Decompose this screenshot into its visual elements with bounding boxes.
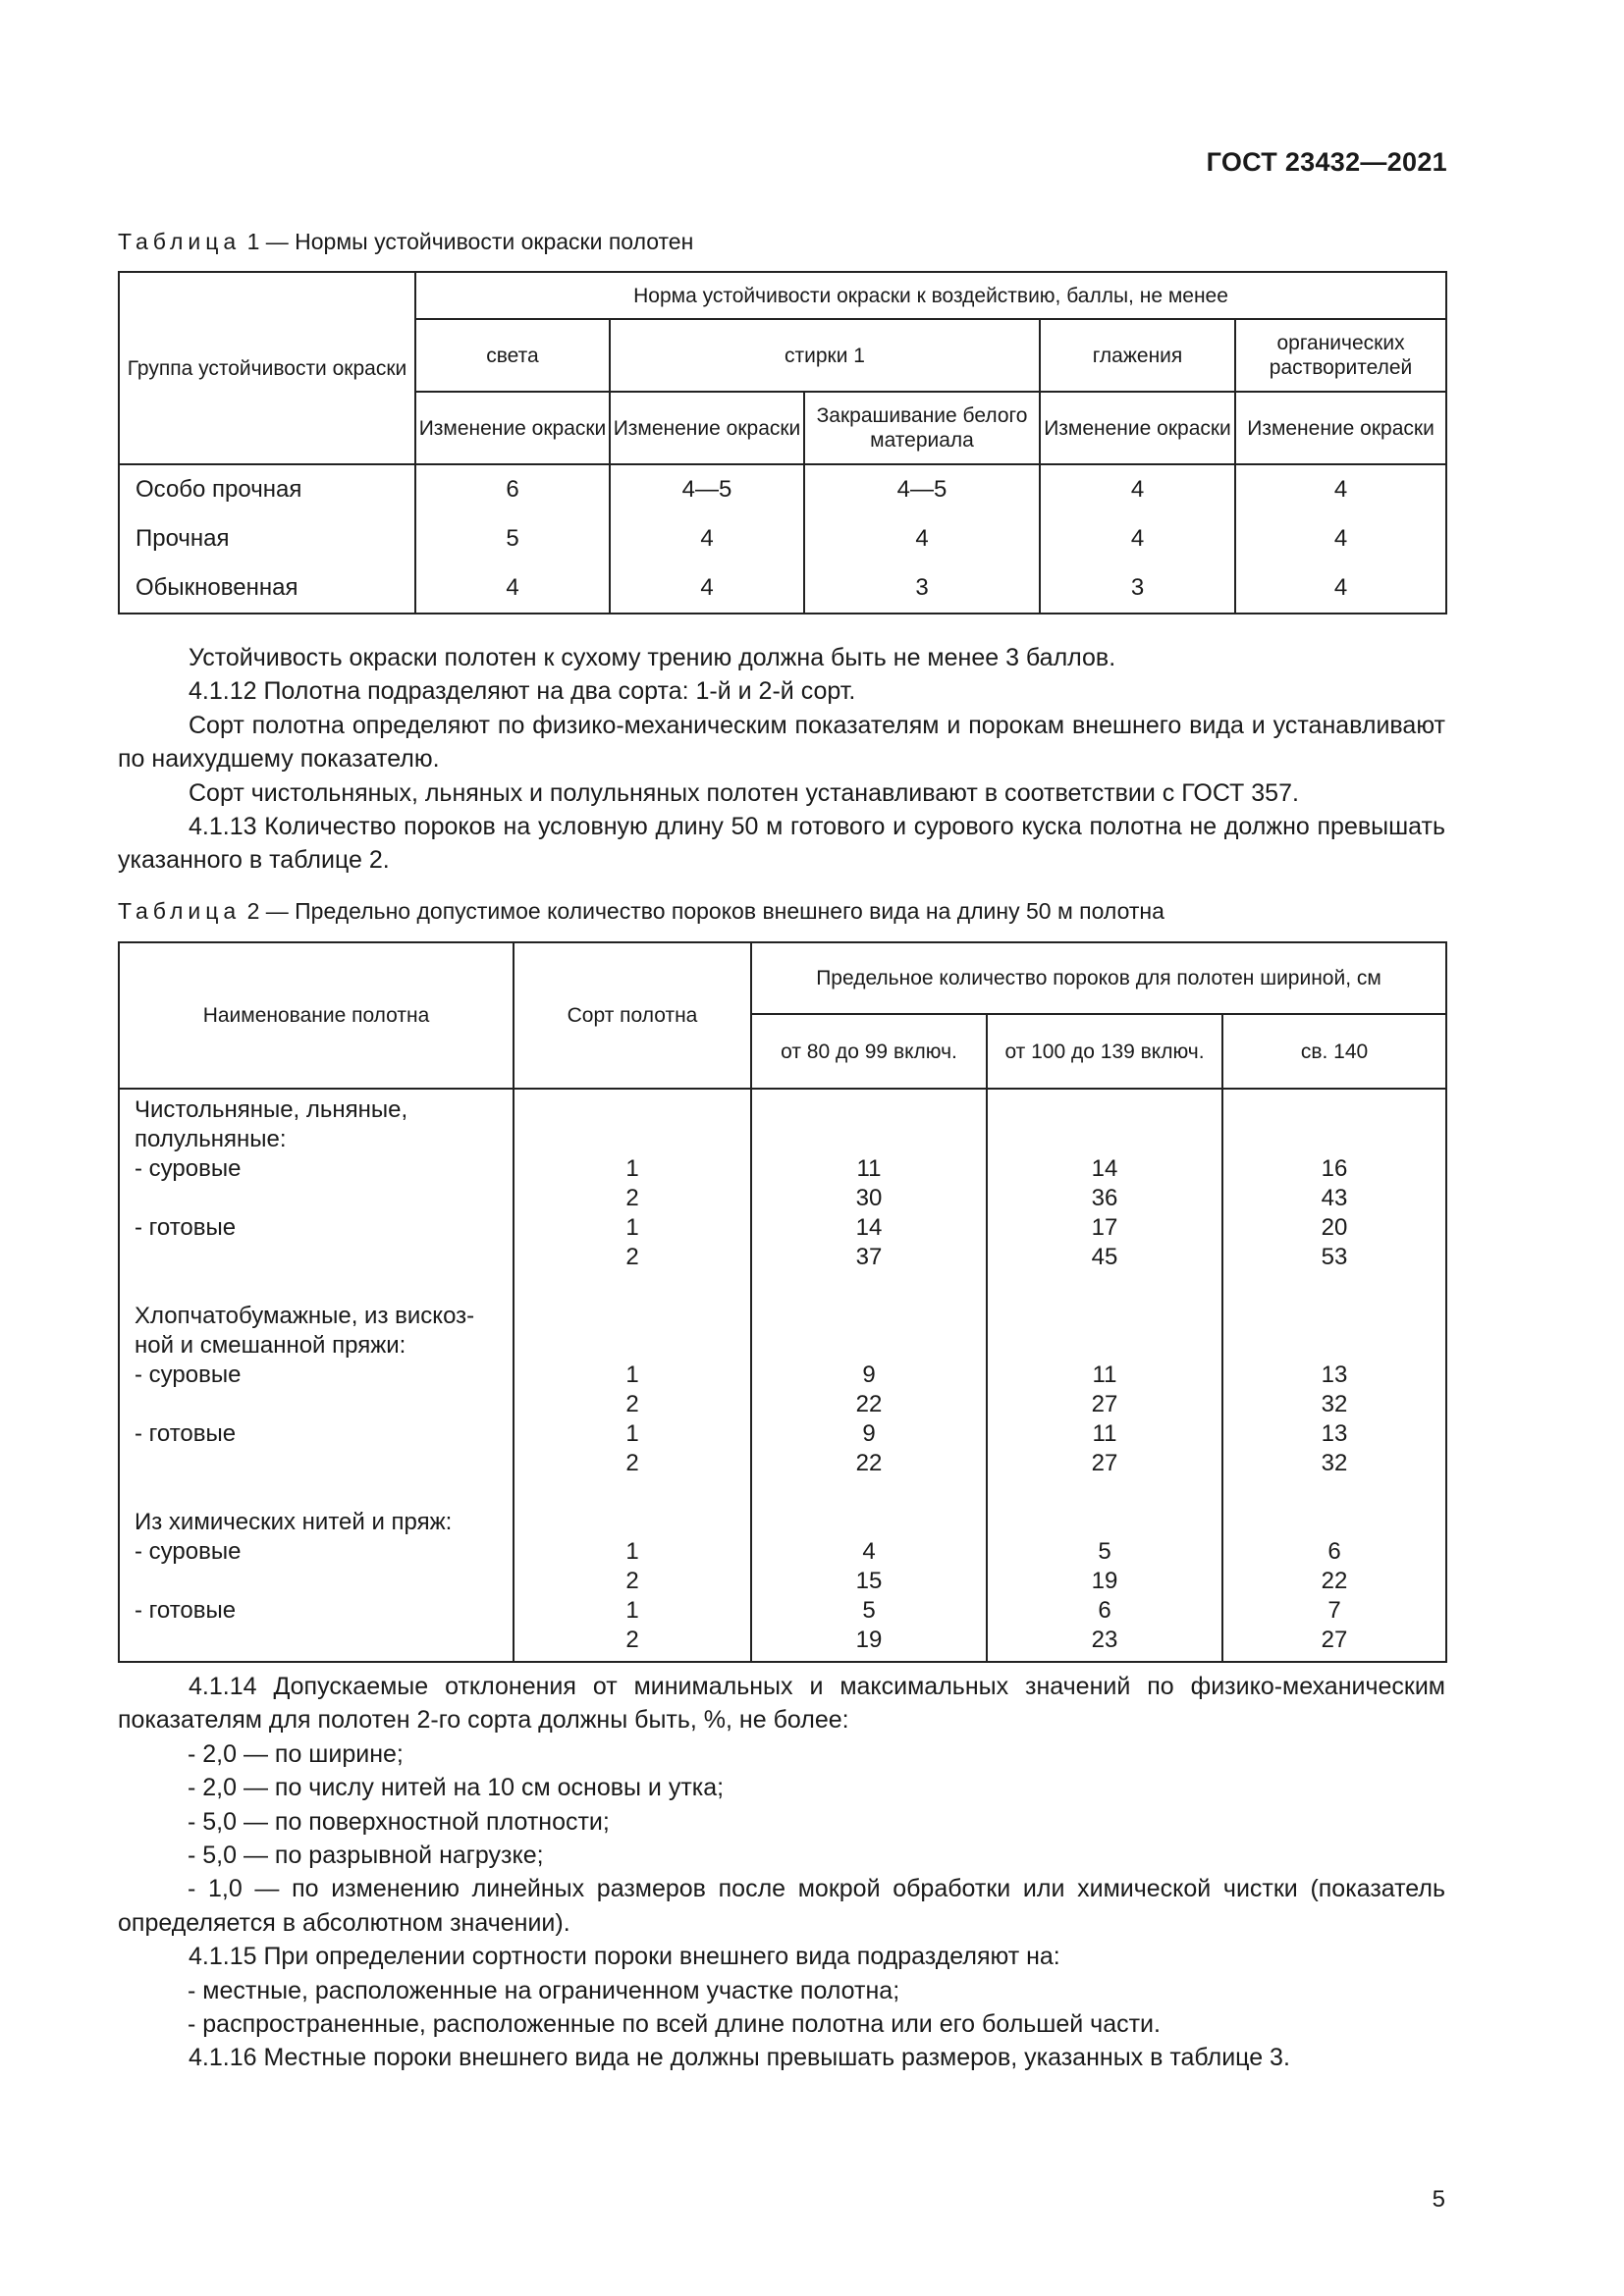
table2-grade-value: 2 (625, 1391, 639, 1417)
table2-grade-value: 2 (625, 1568, 639, 1594)
table2-name-column (119, 1089, 514, 1662)
table2-name-header: Наименование полотна (119, 942, 514, 1089)
table2-grade-value (514, 1095, 750, 1125)
text-block-1 (118, 641, 1445, 878)
table2-width3-value (1223, 1125, 1445, 1154)
list-item: - местные, расположенные на ограниченном участке полотна; (188, 1976, 900, 2004)
table2-name-line (135, 1184, 513, 1213)
table1-value-cell: 4 (415, 563, 610, 614)
table2-width1-value: 5 (862, 1597, 876, 1624)
table2-width-header: св. 140 (1222, 1014, 1446, 1089)
table2-grade-value: 1 (625, 1214, 639, 1241)
table1-subheader-light: света (415, 319, 610, 392)
table1-leaf-header: Изменение окраски (610, 392, 804, 464)
table1-value-cell: 4 (1040, 464, 1235, 514)
table2-width3-value: 13 (1321, 1362, 1348, 1388)
table2-width1-value: 22 (855, 1391, 883, 1417)
table1-leaf-header: Изменение окраски (1235, 392, 1446, 464)
table2-name-line: - суровые (135, 1362, 242, 1388)
table1-value-cell: 4 (610, 563, 804, 614)
table1-label: Таблица (118, 229, 242, 254)
table2-width2-value: 6 (1098, 1597, 1111, 1624)
table2-width2-value (988, 1302, 1221, 1331)
table1-color-fastness (118, 271, 1447, 614)
table2-grade-value: 1 (625, 1597, 639, 1624)
table1-value-cell: 4 (1235, 563, 1446, 614)
list-item: - 5,0 — по разрывной нагрузке; (188, 1842, 544, 1870)
table2-width2-value: 14 (1091, 1155, 1118, 1182)
table2-width3-value (1223, 1478, 1445, 1508)
table2-width3-value: 16 (1321, 1155, 1348, 1182)
table2-grade-value (514, 1125, 750, 1154)
table1-value-cell: 4 (1040, 514, 1235, 563)
table2-grade-column (514, 1089, 751, 1662)
paragraph: 4.1.16 Местные пороки внешнего вида не должны превышать размеров, указанных в таблице 3. (189, 2044, 1290, 2072)
paragraph: 4.1.15 При определении сортности пороки внешнего вида подразделяют на: (189, 1943, 1060, 1971)
table2-grade-value: 1 (625, 1538, 639, 1565)
table2-label: Таблица (118, 898, 242, 924)
table1-value-cell: 3 (804, 563, 1040, 614)
table2-grade-value (514, 1478, 750, 1508)
table2-name-line (135, 1626, 513, 1655)
table2-name-line: ной и смешанной пряжи: (135, 1332, 406, 1359)
table1-norm-header: Норма устойчивости окраски к воздействию, баллы, не менее (415, 272, 1446, 319)
table2-name-line (135, 1243, 513, 1272)
table2-width1-value (752, 1272, 986, 1302)
table1-value-cell: 3 (1040, 563, 1235, 614)
table2-width2-value (988, 1331, 1221, 1361)
table2-width3-value: 6 (1327, 1538, 1341, 1565)
text-block-2 (118, 1670, 1445, 2075)
table2-width-header: от 100 до 139 включ. (987, 1014, 1222, 1089)
table2-name-line: - суровые (135, 1155, 242, 1182)
table1-value-cell: 4 (1235, 464, 1446, 514)
table1-title: 1 — Нормы устойчивости окраски полотен (246, 229, 694, 254)
paragraph: 4.1.12 Полотна подразделяют на два сорта: 1-й и 2-й сорт. (189, 677, 856, 706)
table2-width1-value (752, 1095, 986, 1125)
table2-name-line (135, 1478, 513, 1508)
table2-width3-value: 53 (1321, 1244, 1348, 1270)
table2-grade-value: 2 (625, 1450, 639, 1476)
list-item: - 5,0 — по поверхностной плотности; (188, 1807, 610, 1836)
table2-width3-value: 7 (1327, 1597, 1341, 1624)
table1-row (119, 464, 1446, 514)
table2-name-line (135, 1567, 513, 1596)
table1-leaf-header: Закрашивание белого материала (804, 392, 1040, 464)
document-code-header: ГОСТ 23432—2021 (1206, 147, 1447, 177)
table2-width2-value: 5 (1098, 1538, 1111, 1565)
paragraph: Сорт полотна определяют по физико-механическим показателям и порокам внешнего вида и устанавливают по наихудшему показателю. (118, 711, 1445, 774)
table1-value-cell: 4 (1235, 514, 1446, 563)
table2-grade-header: Сорт полотна (514, 942, 751, 1089)
list-item: - распространенные, расположенные по всей длине полотна или его большей части. (188, 2010, 1161, 2039)
table1-value-cell: 4 (804, 514, 1040, 563)
table2-width1-value (752, 1478, 986, 1508)
table2-grade-value (514, 1508, 750, 1537)
table2-width2-value: 11 (1092, 1362, 1117, 1388)
table2-grade-value (514, 1272, 750, 1302)
table2-grade-value: 2 (625, 1185, 639, 1211)
table2-width1-value: 14 (855, 1214, 883, 1241)
table1-subheader-ironing: глажения (1040, 319, 1235, 392)
table2-width1-value: 15 (855, 1568, 883, 1594)
table2-grade-value: 1 (625, 1155, 639, 1182)
table2-name-line: Чистольняные, льняные, (135, 1096, 408, 1123)
list-item: - 2,0 — по числу нитей на 10 см основы и утка; (188, 1774, 725, 1802)
table2-width3-value: 32 (1321, 1450, 1348, 1476)
table2-name-line: - суровые (135, 1538, 242, 1565)
table1-row (119, 563, 1446, 614)
table2-width1-value (752, 1508, 986, 1537)
table2-width2-value: 19 (1091, 1568, 1118, 1594)
table2-width2-value: 11 (1092, 1420, 1117, 1447)
table1-group-cell: Обыкновенная (119, 563, 415, 614)
table2-name-line (135, 1390, 513, 1419)
table2-width2-value: 27 (1091, 1391, 1118, 1417)
table2-grade-value: 1 (625, 1420, 639, 1447)
table2-width3-value: 27 (1321, 1627, 1348, 1653)
table2-grade-value (514, 1302, 750, 1331)
table1-value-cell: 5 (415, 514, 610, 563)
table2-width1-value (752, 1331, 986, 1361)
table2-name-line: - готовые (135, 1420, 237, 1447)
table2-width1-value: 30 (855, 1185, 883, 1211)
table2-grade-value: 2 (625, 1244, 639, 1270)
table2-width1-value: 37 (855, 1244, 883, 1270)
table1-leaf-header: Изменение окраски (1040, 392, 1235, 464)
table2-width2-value (988, 1478, 1221, 1508)
table2-name-line: - готовые (135, 1597, 237, 1624)
table2-width2-column (987, 1089, 1222, 1662)
table1-row (119, 514, 1446, 563)
paragraph: 4.1.13 Количество пороков на условную длину 50 м готового и сурового куска полотна не должно превышать указанного в таблице 2. (118, 813, 1445, 875)
table2-width3-value (1223, 1095, 1445, 1125)
table1-subheader-solvents: органических растворителей (1235, 319, 1446, 392)
table1-value-cell: 4—5 (610, 464, 804, 514)
list-item: - 1,0 — по изменению линейных размеров после мокрой обработки или химической чистки (показатель определяется в абсолютном значении). (118, 1875, 1445, 1937)
table2-width2-value: 23 (1091, 1627, 1118, 1653)
table1-group-header: Группа устойчивости окраски (119, 272, 415, 464)
table1-value-cell: 6 (415, 464, 610, 514)
table2-width2-value (988, 1508, 1221, 1537)
table2-width1-value: 9 (862, 1362, 876, 1388)
table2-caption (118, 898, 1164, 925)
table1-caption (118, 229, 693, 255)
table2-grade-value: 2 (625, 1627, 639, 1653)
table2-name-line: - готовые (135, 1214, 237, 1241)
table1-value-cell: 4 (610, 514, 804, 563)
table2-width3-value: 20 (1321, 1214, 1348, 1241)
table2-width2-value: 17 (1091, 1214, 1118, 1241)
table2-width1-value (752, 1302, 986, 1331)
table1-group-cell: Особо прочная (119, 464, 415, 514)
table2-width1-value: 19 (855, 1627, 883, 1653)
table2-title: 2 — Предельно допустимое количество пороков внешнего вида на длину 50 м полотна (246, 898, 1164, 924)
table2-grade-value (514, 1331, 750, 1361)
table2-defect-limits (118, 941, 1447, 1663)
table1-subheader-washing: стирки 1 (610, 319, 1040, 392)
paragraph: Устойчивость окраски полотен к сухому трению должна быть не менее 3 баллов. (189, 644, 1116, 671)
table2-width2-value (988, 1272, 1221, 1302)
table2-name-line: Хлопчатобумажные, из вискоз- (135, 1303, 475, 1329)
table2-width3-value (1223, 1331, 1445, 1361)
table2-name-line: Из химических нитей и пряж: (135, 1509, 453, 1535)
table2-width3-value (1223, 1508, 1445, 1537)
table2-width3-value: 13 (1321, 1420, 1348, 1447)
table2-width3-column (1222, 1089, 1446, 1662)
table2-width1-value (752, 1125, 986, 1154)
table2-width2-value (988, 1125, 1221, 1154)
table2-width3-value (1223, 1272, 1445, 1302)
table1-group-cell: Прочная (119, 514, 415, 563)
table1-leaf-header: Изменение окраски (415, 392, 610, 464)
table2-width-header: от 80 до 99 включ. (751, 1014, 987, 1089)
table2-width1-value: 9 (862, 1420, 876, 1447)
table2-width2-value: 27 (1091, 1450, 1118, 1476)
table2-width2-value: 36 (1091, 1185, 1118, 1211)
table2-width3-value (1223, 1302, 1445, 1331)
table2-width3-value: 43 (1321, 1185, 1348, 1211)
table2-width3-value: 32 (1321, 1391, 1348, 1417)
list-item: - 2,0 — по ширине; (188, 1739, 404, 1768)
table2-width1-value: 11 (856, 1155, 882, 1182)
paragraph: Сорт чистольняных, льняных и полульняных полотен устанавливают в соответствии с ГОСТ 357. (189, 778, 1299, 807)
table2-width2-value (988, 1095, 1221, 1125)
paragraph: 4.1.14 Допускаемые отклонения от минимальных и максимальных значений по физико-механическим показателям для полотен 2-го сорта должны быть, %, не более: (118, 1673, 1445, 1735)
table2-name-line (135, 1272, 513, 1302)
table2-width1-value: 4 (862, 1538, 876, 1565)
table2-width2-value: 45 (1091, 1244, 1118, 1270)
page-number: 5 (1432, 2186, 1445, 2213)
table2-limit-header: Предельное количество пороков для полотен шириной, см (751, 942, 1446, 1014)
table2-width1-column (751, 1089, 987, 1662)
table2-width3-value: 22 (1321, 1568, 1348, 1594)
table2-name-line (135, 1449, 513, 1478)
table2-width1-value: 22 (855, 1450, 883, 1476)
table2-name-line: полульняные: (135, 1126, 287, 1152)
table1-value-cell: 4—5 (804, 464, 1040, 514)
table2-grade-value: 1 (625, 1362, 639, 1388)
